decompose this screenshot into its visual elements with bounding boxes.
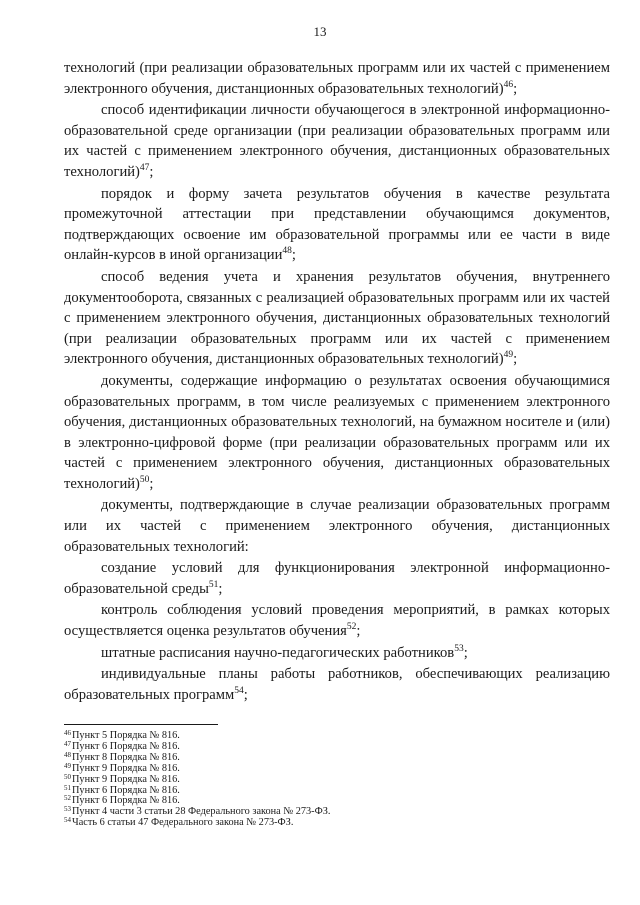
footnote-ref[interactable]: 48 — [282, 246, 292, 257]
footnote-item: $^{49}$Пункт 9 Порядка № 816. — [64, 761, 180, 774]
footnote-ref[interactable]: 49 — [503, 350, 514, 361]
footnote-item: $^{52}$Пункт 6 Порядка № 816. — [64, 794, 180, 807]
footnote-ref[interactable]: 53 — [454, 643, 464, 654]
footnote-ref[interactable]: 54 — [234, 685, 244, 696]
paragraph-identification: способ идентификации личности обучающегося в электронной информационно-образовательной среде организации (при реализации образовательных программ или их частей с применением электронного обучения, дистанционных образовательных технологий)$^{47}$; — [64, 102, 610, 180]
footnote-ref[interactable]: 46 — [503, 79, 514, 90]
footnote-item: $^{47}$Пункт 6 Порядка № 816. — [64, 739, 180, 752]
footnote-item: $^{46}$Пункт 5 Порядка № 816. — [64, 729, 180, 741]
paragraph-credit-transfer: порядок и форму зачета результатов обучения в качестве результата промежуточной аттестации при представлении обучающимся документов, подтверждающих освоение им образовательной программы или ее части в виде онлайн-курсов в иной организации$^{48}$; — [64, 185, 610, 264]
footnote-ref[interactable]: 52 — [346, 622, 357, 633]
paragraph-control: контроль соблюдения условий проведения мероприятий, в рамках которых осуществляется оценка результатов обучения$^{52}$; — [64, 602, 610, 640]
footnote-item: $^{48}$Пункт 8 Порядка № 816. — [64, 750, 180, 763]
paragraph-records: способ ведения учета и хранения результатов обучения, внутреннего документооборота, связанных с реализацией образовательных программ или их частей с применением электронного обучения, дистанционных образовательных технологий (при реализации образовательных программ или их частей с применением электронного обучения, дистанционных образовательных технологий)$^{49}$; — [64, 268, 610, 368]
footnote-divider — [64, 724, 218, 725]
body-text — [64, 58, 610, 705]
paragraph-results-documents: документы, содержащие информацию о результатах освоения обучающимися образовательных программ, в том числе реализуемых с применением электронного обучения, дистанционных образовательных технологий, на бумажном носителе и (или) в электронно-цифровой форме (при реализации образовательных программ или их частей с применением электронного обучения, дистанционных образовательных технологий)$^{50}$; — [64, 372, 610, 492]
footnote-item: $^{50}$Пункт 9 Порядка № 816. — [64, 772, 180, 785]
page-number: 13 — [313, 24, 327, 39]
footnote-ref[interactable]: 50 — [139, 474, 150, 485]
paragraph-staffing: штатные расписания научно-педагогических работников$^{53}$; — [101, 643, 468, 661]
paragraph-environment: создание условий для функционирования электронной информационно-образовательной среды$^{51}$; — [64, 560, 610, 597]
footnote-ref[interactable]: 47 — [139, 162, 150, 173]
footnote-item: $^{51}$Пункт 6 Порядка № 816. — [64, 783, 180, 796]
paragraph-work-plans: индивидуальные планы работы работников, обеспечивающих реализацию образовательных программ$^{54}$; — [64, 666, 610, 703]
footnotes — [64, 731, 610, 829]
footnote-item: $^{54}$Часть 6 статьи 47 Федерального закона № 273-ФЗ. — [64, 816, 294, 829]
paragraph-continuation: технологий (при реализации образовательных программ или их частей с применением электронного обучения, дистанционных образовательных технологий)$^{46}$; — [64, 60, 610, 97]
paragraph-confirming-documents: документы, подтверждающие в случае реализации образовательных программ или их частей с применением электронного обучения, дистанционных образовательных технологий: — [64, 497, 610, 555]
footnote-ref[interactable]: 51 — [208, 579, 219, 590]
footnote-item: $^{53}$Пункт 4 части 3 статьи 28 Федерального закона № 273-ФЗ. — [64, 805, 331, 818]
